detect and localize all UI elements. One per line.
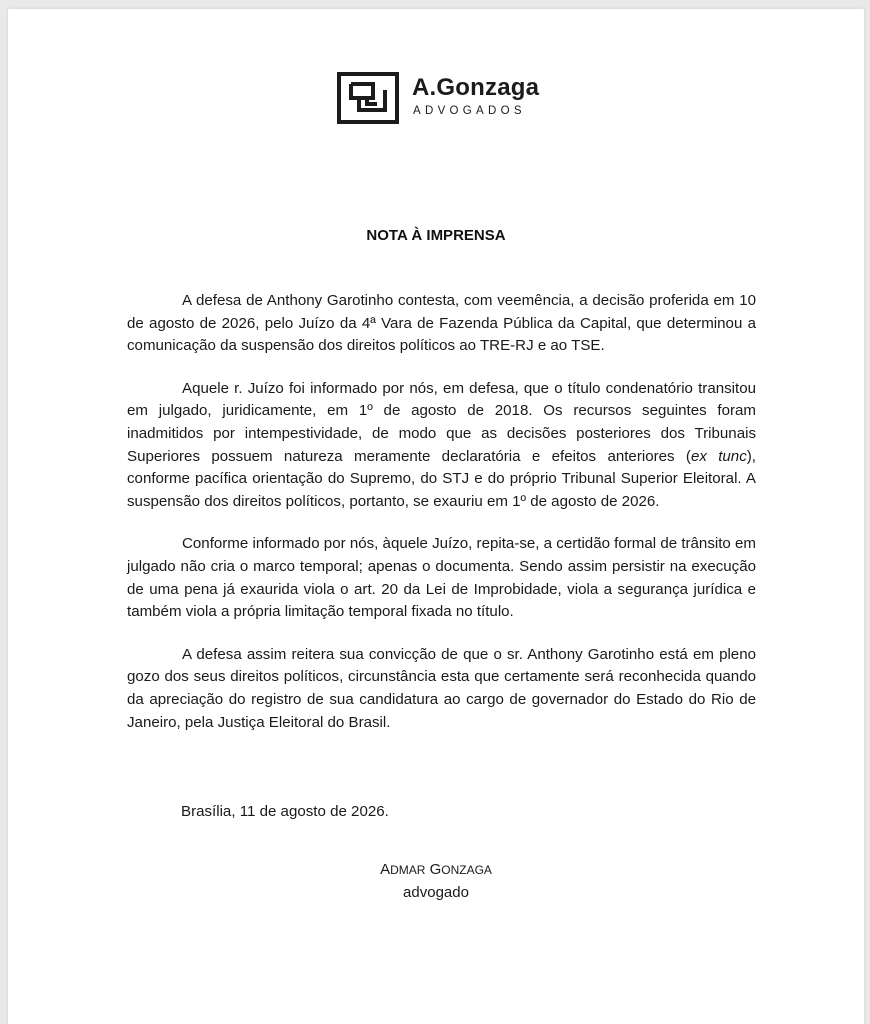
document-page [8, 9, 864, 1024]
firm-subtitle: ADVOGADOS [413, 105, 526, 117]
paragraph-4: A defesa assim reitera sua convicção de que o sr. Anthony Garotinho está em pleno gozo dos seus direitos políticos, circunstância esta que certamente será reconhecida quando da apreciação do registro de sua candidatura ao cargo de governador do Estado do Rio de Janeiro, pela Justiça Eleitoral do Brasil. [127, 645, 756, 731]
signatory-first-initial: A [380, 861, 391, 878]
paragraph-2 [127, 378, 756, 514]
signatory-name [8, 861, 864, 878]
document-title: NOTA À IMPRENSA [366, 227, 506, 244]
paragraph-3: Conforme informado por nós, àquele Juízo, repita-se, a certidão formal de trânsito em julgado não cria o marco temporal; apenas o documenta. Sendo assim persistir na execução de uma pena já exaurida viola o art. 20 da Lei de Improbidade, viola a segurança jurídica e também viola a própria limitação temporal fixada no título. [127, 535, 756, 621]
signatory-last-rest: ONZAGA [441, 863, 492, 877]
letterhead-logo [337, 72, 557, 132]
signatory-role: advogado [403, 884, 469, 901]
paragraph-1: A defesa de Anthony Garotinho contesta, com veemência, a decisão proferida em 10 de agosto de 2026, pelo Juízo da 4ª Vara de Fazenda Pública da Capital, que determinou a comunicação da suspensão dos direitos políticos ao TRE-RJ e ao TSE. [127, 292, 756, 355]
signatory-first-rest: DMAR [390, 863, 426, 877]
paragraph-2-text-a: Aquele r. Juízo foi informado por nós, em defesa, que o título condenatório transitou em julgado, juridicamente, em 1º de agosto de 2018. Os recursos seguintes foram inadmitidos por intempestividade, de modo que as decisões posteriores dos Tribunais Superiores possuem natureza meramente declaratória e efeitos anteriores ( [127, 379, 756, 465]
paragraph-2-italic: ex tunc [690, 447, 747, 465]
firm-name: A.Gonzaga [412, 74, 540, 101]
signatory-last-initial: G [429, 861, 442, 878]
paragraph-2-text-b: ), conforme pacífica orientação do Supremo, do STJ e do próprio Tribunal Superior Eleitoral. A suspensão dos direitos políticos, portanto, se exauriu em 1º de agosto de 2026. [127, 447, 756, 510]
document-body [127, 290, 756, 754]
place-date: Brasília, 11 de agosto de 2026. [181, 803, 389, 820]
ag-monogram-icon [337, 72, 399, 124]
